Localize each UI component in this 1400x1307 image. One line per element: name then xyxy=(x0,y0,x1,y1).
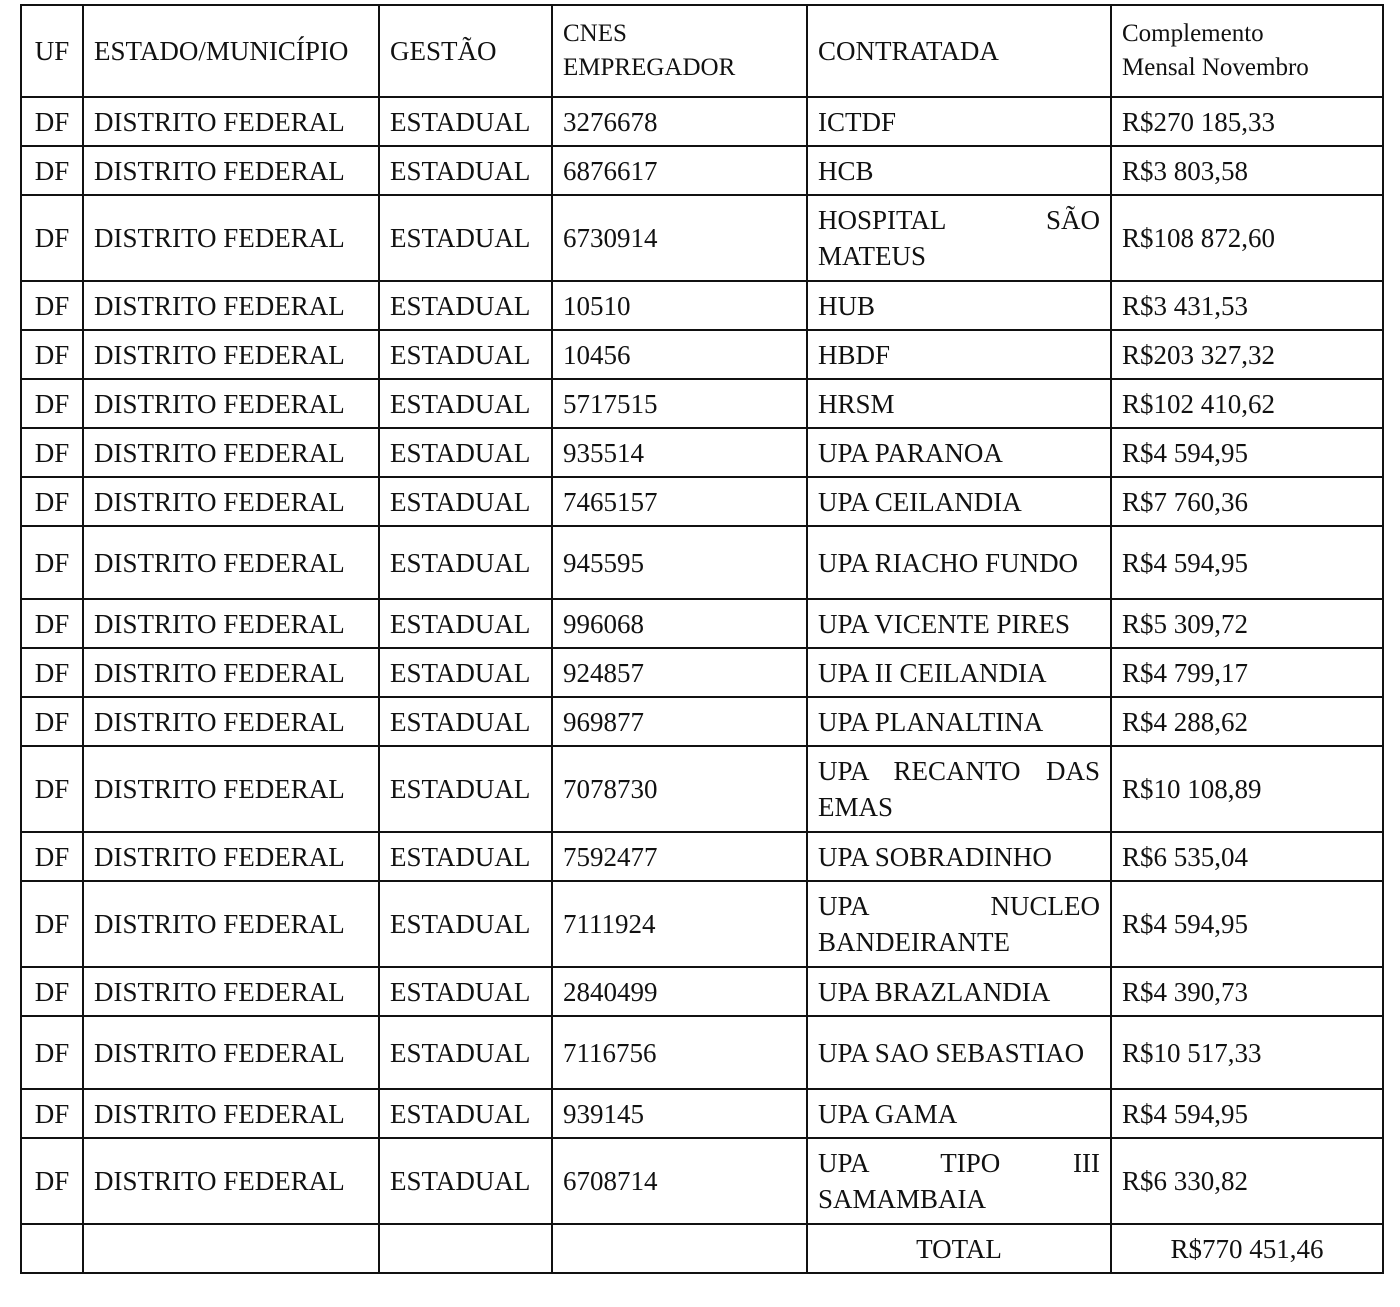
cell-uf: DF xyxy=(21,428,83,477)
cell-estado: DISTRITO FEDERAL xyxy=(83,281,379,330)
cell-gestao: ESTADUAL xyxy=(379,428,552,477)
cell-uf: DF xyxy=(21,1138,83,1224)
cell-estado: DISTRITO FEDERAL xyxy=(83,1016,379,1089)
cell-valor: R$6 535,04 xyxy=(1111,832,1383,881)
cell-cnes: 6876617 xyxy=(552,146,807,195)
cell-cnes: 6730914 xyxy=(552,195,807,281)
cell-gestao: ESTADUAL xyxy=(379,832,552,881)
cell-uf: DF xyxy=(21,697,83,746)
table-row xyxy=(21,97,1383,146)
cell-estado: DISTRITO FEDERAL xyxy=(83,526,379,599)
cell-cnes: 5717515 xyxy=(552,379,807,428)
cell-valor: R$10 108,89 xyxy=(1111,746,1383,832)
cell-valor: R$3 431,53 xyxy=(1111,281,1383,330)
cell-cnes: 7116756 xyxy=(552,1016,807,1089)
cell-uf: DF xyxy=(21,477,83,526)
cell-gestao: ESTADUAL xyxy=(379,697,552,746)
table-row xyxy=(21,146,1383,195)
cell-cnes: 924857 xyxy=(552,648,807,697)
cell-uf: DF xyxy=(21,648,83,697)
cell-cnes: 7592477 xyxy=(552,832,807,881)
cell-contratada: UPA RECANTO DAS EMAS xyxy=(807,746,1111,832)
cell-contratada: UPA SOBRADINHO xyxy=(807,832,1111,881)
cell-contratada: HUB xyxy=(807,281,1111,330)
cell-gestao: ESTADUAL xyxy=(379,281,552,330)
cell-gestao: ESTADUAL xyxy=(379,967,552,1016)
table-row xyxy=(21,1089,1383,1138)
table-row xyxy=(21,1138,1383,1224)
cell-cnes: 7078730 xyxy=(552,746,807,832)
table-row xyxy=(21,746,1383,832)
cell-valor: R$108 872,60 xyxy=(1111,195,1383,281)
cell-valor: R$6 330,82 xyxy=(1111,1138,1383,1224)
cell-gestao: ESTADUAL xyxy=(379,330,552,379)
header-cnes xyxy=(552,5,807,97)
cell-valor: R$7 760,36 xyxy=(1111,477,1383,526)
cell-estado: DISTRITO FEDERAL xyxy=(83,832,379,881)
cell-contratada: UPA GAMA xyxy=(807,1089,1111,1138)
table-row xyxy=(21,1016,1383,1089)
cell-estado: DISTRITO FEDERAL xyxy=(83,967,379,1016)
cell-uf: DF xyxy=(21,599,83,648)
table-row xyxy=(21,881,1383,967)
cell-contratada: UPA RIACHO FUNDO xyxy=(807,526,1111,599)
cell-uf: DF xyxy=(21,1016,83,1089)
cell-gestao: ESTADUAL xyxy=(379,746,552,832)
cell-gestao: ESTADUAL xyxy=(379,146,552,195)
cell-estado: DISTRITO FEDERAL xyxy=(83,746,379,832)
cell-estado: DISTRITO FEDERAL xyxy=(83,599,379,648)
cell-gestao: ESTADUAL xyxy=(379,195,552,281)
header-estado: ESTADO/MUNICÍPIO xyxy=(83,5,379,97)
cell-cnes: 935514 xyxy=(552,428,807,477)
cell-contratada: UPA TIPO III SAMAMBAIA xyxy=(807,1138,1111,1224)
cell-cnes: 10456 xyxy=(552,330,807,379)
cell-gestao: ESTADUAL xyxy=(379,881,552,967)
table-row xyxy=(21,330,1383,379)
cell-cnes: 7465157 xyxy=(552,477,807,526)
cell-uf: DF xyxy=(21,1089,83,1138)
table-row xyxy=(21,379,1383,428)
cell-gestao: ESTADUAL xyxy=(379,379,552,428)
header-contratada: CONTRATADA xyxy=(807,5,1111,97)
cell-uf: DF xyxy=(21,967,83,1016)
cell-uf: DF xyxy=(21,195,83,281)
cell-gestao: ESTADUAL xyxy=(379,1089,552,1138)
cell-contratada: HOSPITAL SÃO MATEUS xyxy=(807,195,1111,281)
cell-cnes: 3276678 xyxy=(552,97,807,146)
cell-gestao: ESTADUAL xyxy=(379,1016,552,1089)
cell-contratada: UPA BRAZLANDIA xyxy=(807,967,1111,1016)
cell-contratada: UPA NUCLEO BANDEIRANTE xyxy=(807,881,1111,967)
cell-gestao: ESTADUAL xyxy=(379,648,552,697)
cell-uf: DF xyxy=(21,832,83,881)
cell-valor: R$3 803,58 xyxy=(1111,146,1383,195)
cell-estado: DISTRITO FEDERAL xyxy=(83,428,379,477)
cell-valor: R$4 799,17 xyxy=(1111,648,1383,697)
cell-estado: DISTRITO FEDERAL xyxy=(83,477,379,526)
header-cnes-line1: CNES xyxy=(563,20,627,47)
cell-contratada: UPA PARANOA xyxy=(807,428,1111,477)
total-empty-cell xyxy=(83,1224,379,1273)
cell-valor: R$4 390,73 xyxy=(1111,967,1383,1016)
cell-cnes: 10510 xyxy=(552,281,807,330)
cell-estado: DISTRITO FEDERAL xyxy=(83,330,379,379)
cell-cnes: 996068 xyxy=(552,599,807,648)
table-row xyxy=(21,599,1383,648)
cell-valor: R$102 410,62 xyxy=(1111,379,1383,428)
cell-contratada: HCB xyxy=(807,146,1111,195)
cell-estado: DISTRITO FEDERAL xyxy=(83,881,379,967)
table-row xyxy=(21,195,1383,281)
header-row xyxy=(21,5,1383,97)
cell-valor: R$5 309,72 xyxy=(1111,599,1383,648)
cell-gestao: ESTADUAL xyxy=(379,1138,552,1224)
cell-cnes: 945595 xyxy=(552,526,807,599)
cell-valor: R$10 517,33 xyxy=(1111,1016,1383,1089)
header-complemento-line1: Complemento xyxy=(1122,20,1264,47)
cell-cnes: 6708714 xyxy=(552,1138,807,1224)
cell-uf: DF xyxy=(21,379,83,428)
cell-uf: DF xyxy=(21,526,83,599)
cell-estado: DISTRITO FEDERAL xyxy=(83,146,379,195)
cell-estado: DISTRITO FEDERAL xyxy=(83,1138,379,1224)
table-row xyxy=(21,526,1383,599)
cell-contratada: UPA SAO SEBASTIAO xyxy=(807,1016,1111,1089)
cell-valor: R$203 327,32 xyxy=(1111,330,1383,379)
table-row xyxy=(21,428,1383,477)
cell-estado: DISTRITO FEDERAL xyxy=(83,1089,379,1138)
cell-contratada: UPA PLANALTINA xyxy=(807,697,1111,746)
cell-valor: R$4 594,95 xyxy=(1111,526,1383,599)
header-cnes-line2: EMPREGADOR xyxy=(563,54,736,81)
cell-estado: DISTRITO FEDERAL xyxy=(83,379,379,428)
cell-contratada: ICTDF xyxy=(807,97,1111,146)
cell-contratada: HBDF xyxy=(807,330,1111,379)
cell-estado: DISTRITO FEDERAL xyxy=(83,648,379,697)
total-empty-cell xyxy=(21,1224,83,1273)
total-label: TOTAL xyxy=(807,1224,1111,1273)
cell-cnes: 7111924 xyxy=(552,881,807,967)
total-row xyxy=(21,1224,1383,1273)
cell-estado: DISTRITO FEDERAL xyxy=(83,697,379,746)
cell-gestao: ESTADUAL xyxy=(379,97,552,146)
cell-estado: DISTRITO FEDERAL xyxy=(83,195,379,281)
table-row xyxy=(21,281,1383,330)
cell-uf: DF xyxy=(21,881,83,967)
cell-valor: R$4 288,62 xyxy=(1111,697,1383,746)
cell-cnes: 939145 xyxy=(552,1089,807,1138)
header-gestao: GESTÃO xyxy=(379,5,552,97)
cell-estado: DISTRITO FEDERAL xyxy=(83,97,379,146)
cell-uf: DF xyxy=(21,330,83,379)
cell-uf: DF xyxy=(21,746,83,832)
cell-uf: DF xyxy=(21,97,83,146)
cell-contratada: HRSM xyxy=(807,379,1111,428)
cell-valor: R$4 594,95 xyxy=(1111,1089,1383,1138)
header-complemento xyxy=(1111,5,1383,97)
total-empty-cell xyxy=(552,1224,807,1273)
header-complemento-line2: Mensal Novembro xyxy=(1122,54,1309,81)
cell-cnes: 969877 xyxy=(552,697,807,746)
table-row xyxy=(21,648,1383,697)
cell-uf: DF xyxy=(21,281,83,330)
cell-gestao: ESTADUAL xyxy=(379,477,552,526)
cell-gestao: ESTADUAL xyxy=(379,599,552,648)
cell-uf: DF xyxy=(21,146,83,195)
total-empty-cell xyxy=(379,1224,552,1273)
header-uf: UF xyxy=(21,5,83,97)
cell-gestao: ESTADUAL xyxy=(379,526,552,599)
table-row xyxy=(21,967,1383,1016)
cell-contratada: UPA VICENTE PIRES xyxy=(807,599,1111,648)
cell-cnes: 2840499 xyxy=(552,967,807,1016)
cell-valor: R$270 185,33 xyxy=(1111,97,1383,146)
funding-table xyxy=(20,4,1384,1274)
cell-valor: R$4 594,95 xyxy=(1111,428,1383,477)
table-row xyxy=(21,477,1383,526)
cell-valor: R$4 594,95 xyxy=(1111,881,1383,967)
cell-contratada: UPA CEILANDIA xyxy=(807,477,1111,526)
cell-contratada: UPA II CEILANDIA xyxy=(807,648,1111,697)
total-value: R$770 451,46 xyxy=(1111,1224,1383,1273)
table-row xyxy=(21,832,1383,881)
table-row xyxy=(21,697,1383,746)
